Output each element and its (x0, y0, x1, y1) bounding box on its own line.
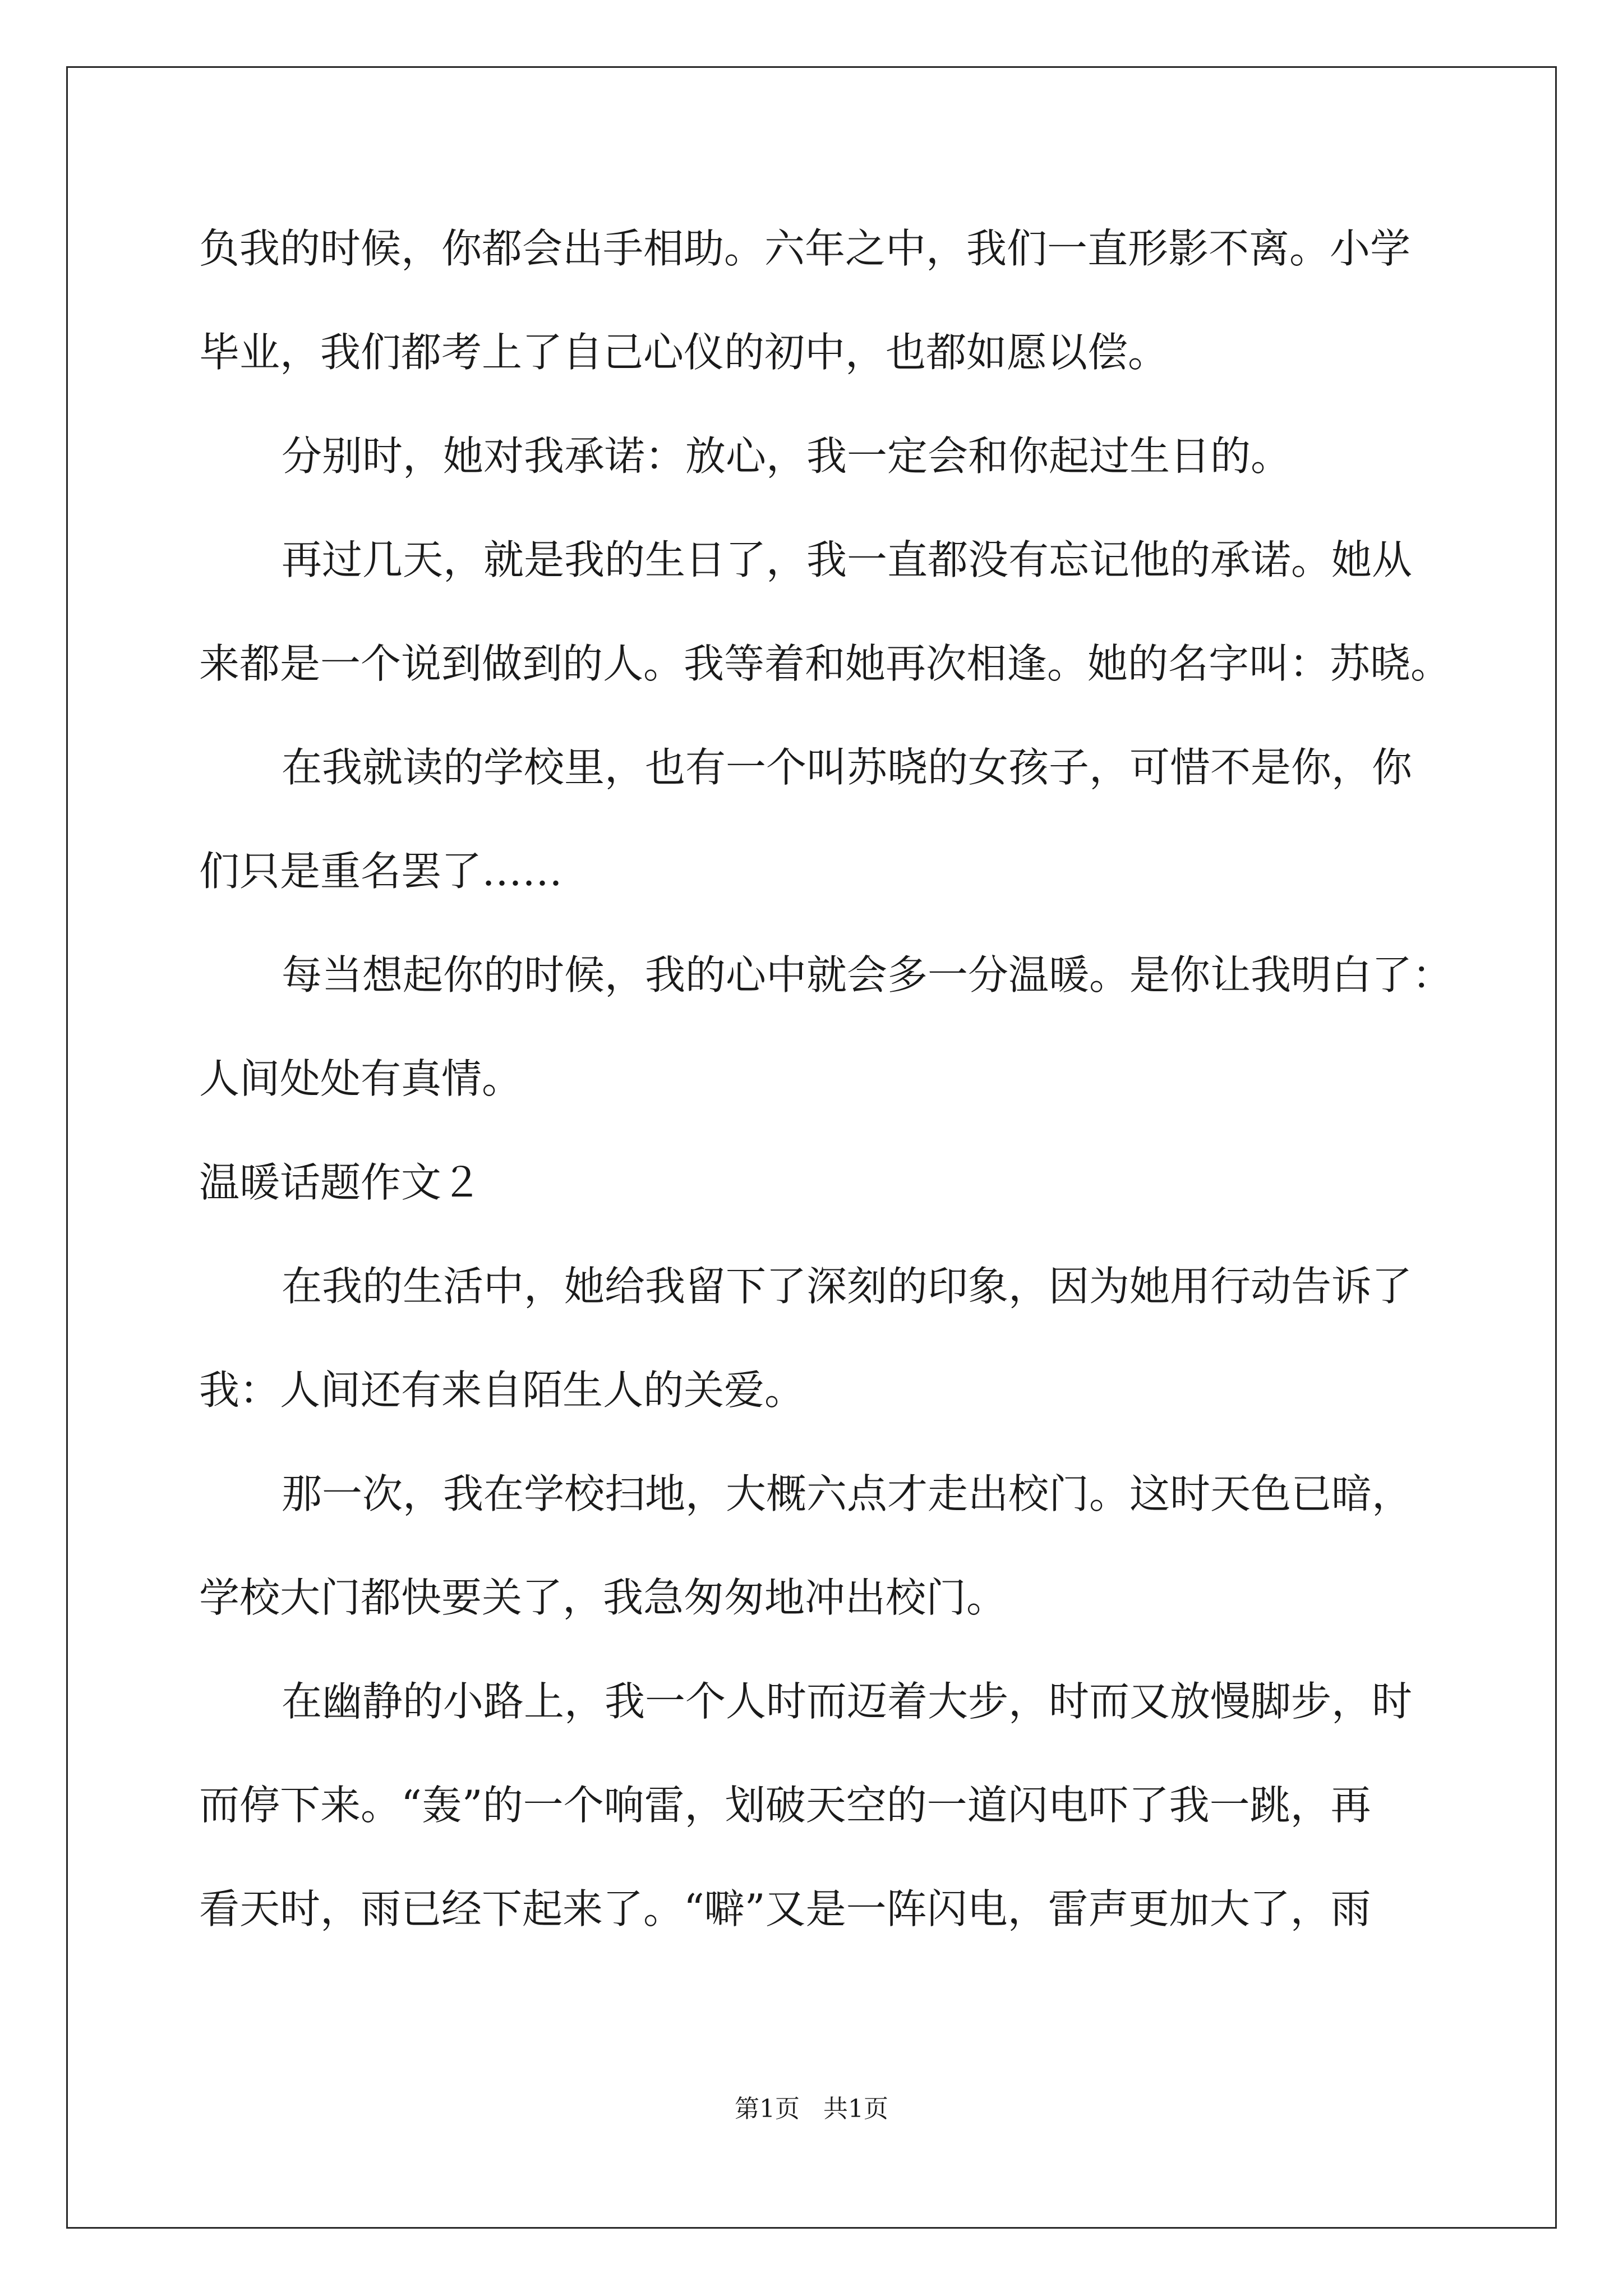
body-line: 负我的时候，你都会出手相助。六年之中，我们一直形影不离。小学 (199, 225, 1411, 272)
page-number: 第1页 (735, 2095, 800, 2123)
body-line: 们只是重名罢了…… (199, 848, 563, 895)
body-line: 而停下来。“轰”的一个响雷，划破天空的一道闪电吓了我一跳，再 (199, 1782, 1371, 1829)
body-line: 来都是一个说到做到的人。我等着和她再次相逢。她的名字叫：苏晓。 (199, 640, 1451, 687)
body-line: 每当想起你的时候，我的心中就会多一分温暖。是你让我明白了： (282, 951, 1453, 999)
page-total: 共1页 (823, 2095, 888, 2123)
body-line: 毕业，我们都考上了自己心仪的初中，也都如愿以偿。 (199, 329, 1169, 376)
section-heading: 温暖话题作文２ (199, 1159, 482, 1206)
body-line: 看天时，雨已经下起来了。“噼”又是一阵闪电，雷声更加大了，雨 (199, 1885, 1371, 1932)
body-line: 人间处处有真情。 (199, 1055, 523, 1102)
body-line: 再过几天，就是我的生日了，我一直都没有忘记他的承诺。她从 (282, 536, 1413, 583)
body-line: 那一次，我在学校扫地，大概六点才走出校门。这时天色已暗， (282, 1470, 1413, 1517)
body-line: 在我就读的学校里，也有一个叫苏晓的女孩子，可惜不是你，你 (282, 744, 1413, 791)
body-line: 在我的生活中，她给我留下了深刻的印象，因为她用行动告诉了 (282, 1263, 1413, 1310)
body-line: 分别时，她对我承诺：放心，我一定会和你起过生日的。 (282, 432, 1292, 480)
page-footer (0, 2092, 1623, 2126)
body-line: 学校大门都快要关了，我急匆匆地冲出校门。 (199, 1574, 1007, 1621)
body-line: 我：人间还有来自陌生人的关爱。 (199, 1366, 805, 1414)
body-line: 在幽静的小路上，我一个人时而迈着大步，时而又放慢脚步，时 (282, 1678, 1413, 1725)
